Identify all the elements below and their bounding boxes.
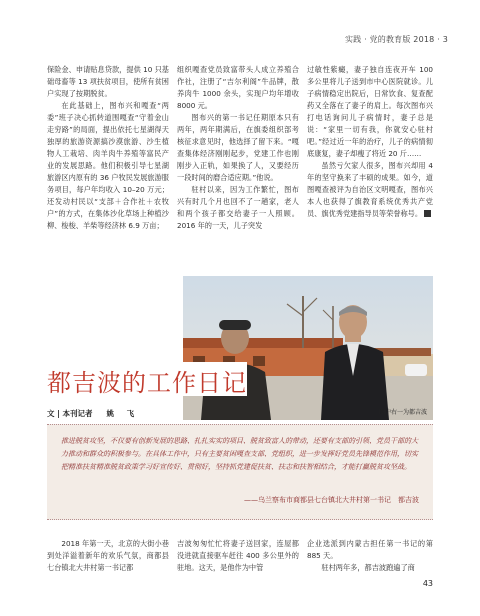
article-title: 都吉波的工作日记	[47, 369, 247, 397]
article-column-5	[177, 538, 299, 574]
pull-quote-box	[47, 424, 433, 520]
photo-credit: 图中右一为都吉波	[378, 409, 427, 416]
byline-label: 文 | 本刊记者	[47, 409, 93, 418]
article-column-4	[47, 538, 169, 574]
paragraph: 企业选派到内蒙古担任第一书记的第 885 天。	[307, 539, 433, 560]
article-photo	[183, 276, 433, 420]
paragraph-text: 虽然亏欠家人很多，图布兴却用 4 年的坚守换来了丰硕的成果。如今，道图嘎查被评为自治区文明嘎查，图布兴本人也获得了旗教育系统优秀共产党员、旗优秀党建指导员等荣誉称号。	[307, 161, 433, 218]
byline-author: 姚 飞	[106, 409, 140, 418]
paragraph: 驻村两年多，都吉波跑遍了商	[321, 563, 415, 572]
paragraph	[307, 160, 433, 220]
paragraph: 吉波匆匆忙忙将妻子送回家，连屋都没进就直接驱车赶往 400 多公里外的驻地。这天，是他作为中管	[177, 539, 299, 572]
paragraph: 图布兴的第一书记任期原本只有两年，两年期满后，在旗委组织部考核征求意见时，他选择了留下来。“嘎查集体经济刚刚起步，党建工作也刚刚步入正轨，如果换了人，又要经历一段时间的磨合适应期。”他说。	[177, 113, 299, 182]
byline	[47, 408, 139, 419]
paragraph: 驻村以来，因为工作繁忙，图布兴有时几个月也回不了一趟家，老人和两个孩子都交给妻子一人照顾。2016 年的一天，儿子突发	[177, 185, 299, 230]
photo-illustration	[183, 276, 433, 420]
article-column-3	[307, 64, 433, 220]
pull-quote-text: 推进脱贫攻坚，不仅要有创新发展的思路、扎扎实实的项目、脱贫致富人的带动，还要有支部的引领、党员干部的大力推动和群众的积极参与。在具体工作中，只有主要贫困嘎查支部、党组织，进一步发挥好党员先锋模范作用，切实把精准扶贫精准脱贫政策学习好宣传好、贯彻好，坚持抓党建促扶贫、扶志和扶智相结合，才能打赢脱贫攻坚战。	[61, 437, 418, 471]
article-column-6	[307, 538, 433, 574]
page-number: 43	[422, 579, 433, 588]
paragraph: 2018 年第一天，北京的大街小巷到处洋溢着新年的欢乐气氛，商都县七台镇北大井村第一书记都	[47, 539, 169, 572]
pull-quote-signature: ——乌兰察布市商都县七台镇北大井村第一书记 都吉波	[244, 496, 419, 504]
end-of-article-mark	[424, 210, 431, 217]
running-header: 实践 · 党的教育版 2018 · 3	[344, 35, 448, 44]
paragraph: 在此基础上，图布兴和嘎查“两委”班子决心抓转道围嘎查“守着金山走穷路”的局面，提出依托七星湖得天独厚的旅游资源搞沙漠旅游、沙生植物人工栽培、肉羊肉牛养殖等富民产业的发展思路。他们积极引导七星湖旅游区内原有的 36 户牧民发展旅游服务项目，每户年均收入 10–20 万元；还发动村民以“支部＋合作社＋农牧户”的方式，在集体沙化草场上种植沙柳、梭梭、羊柴等经济林 6.9 万亩；	[47, 101, 169, 230]
paragraph: 保险金、申请贴息贷款，提供 10 只基础母畜等 13 项扶贫项目，使所有贫困户实现了按期脱贫。	[47, 65, 169, 98]
article-column-1	[47, 64, 169, 232]
paragraph: 组织嘎查党员致富带头人成立养殖合作社，注册了“吉尔利阁”牛品牌，散养肉牛 1000 余头，实现户均年增收 8000 元。	[177, 65, 299, 110]
article-column-2	[177, 64, 299, 232]
paragraph: 过敏性紫癜，妻子独自连夜开车 100 多公里将儿子送到市中心医院就诊。儿子病情稳定出院后，日常饮食、复查配药又全落在了妻子的肩上。每次图布兴打电话询问儿子病情时，妻子总是说：“家里一切有我，你就安心驻村吧。”经过近一年的治疗，儿子的病情彻底康复，妻子却瘦了将近 20 斤……	[307, 65, 433, 158]
